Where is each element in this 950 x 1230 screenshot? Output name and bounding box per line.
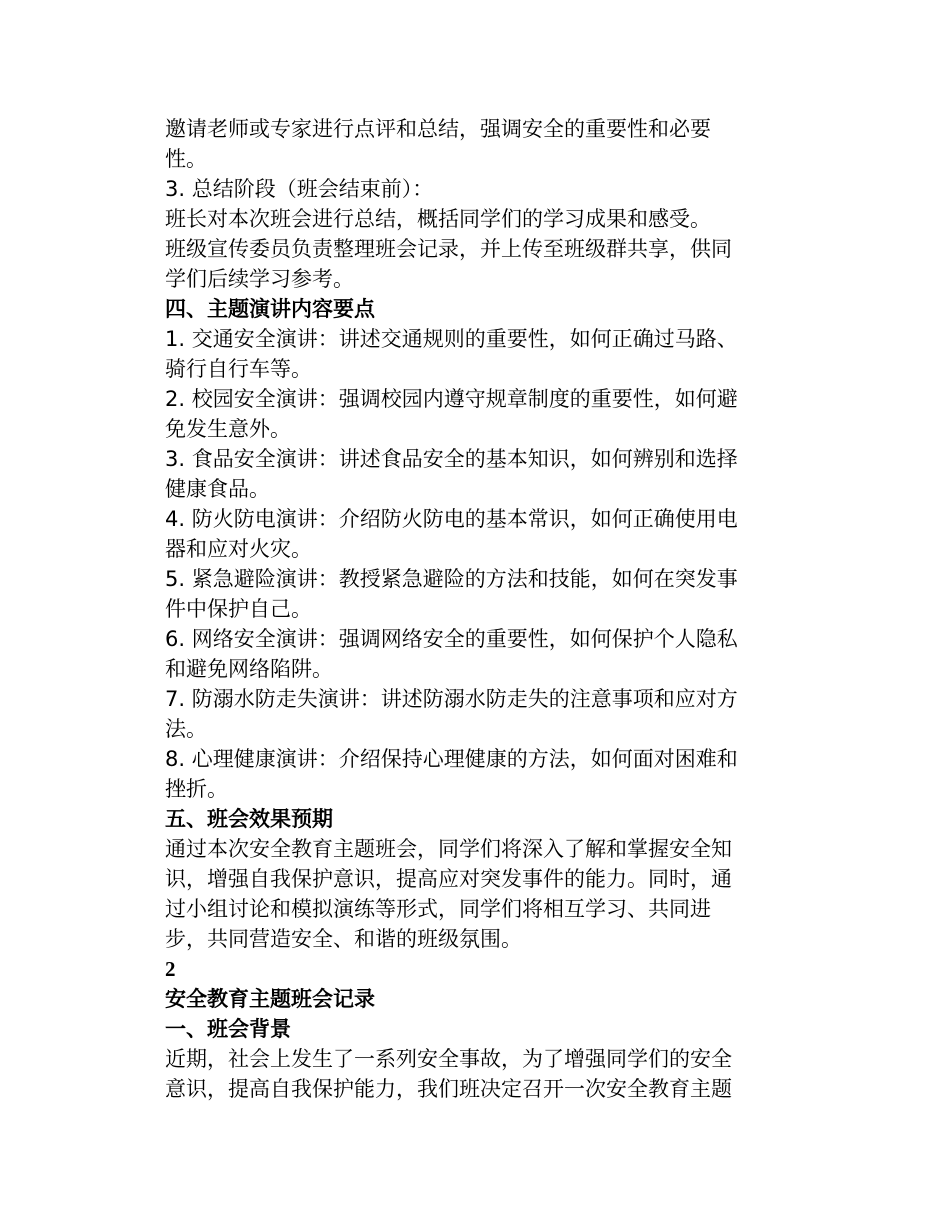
paragraph-line: 5. 紧急避险演讲：教授紧急避险的方法和技能，如何在突发事 xyxy=(165,567,738,591)
paragraph-line: 班级宣传委员负责整理班会记录，并上传至班级群共享，供同 xyxy=(165,237,732,261)
paragraph-line: 和避免网络陷阱。 xyxy=(165,657,333,681)
section-heading: 安全教育主题班会记录 xyxy=(165,987,375,1011)
paragraph-line: 3. 食品安全演讲：讲述食品安全的基本知识，如何辨别和选择 xyxy=(165,447,738,471)
paragraph-line: 1. 交通安全演讲：讲述交通规则的重要性，如何正确过马路、 xyxy=(165,327,738,351)
paragraph-line: 学们后续学习参考。 xyxy=(165,267,354,291)
paragraph-line: 器和应对火灾。 xyxy=(165,537,312,561)
paragraph-line: 8. 心理健康演讲：介绍保持心理健康的方法，如何面对困难和 xyxy=(165,747,738,771)
paragraph-line: 挫折。 xyxy=(165,777,228,801)
section-heading: 一、班会背景 xyxy=(165,1017,291,1041)
paragraph-line: 识，增强自我保护意识，提高应对突发事件的能力。同时，通 xyxy=(165,867,732,891)
page-number-heading: 2 xyxy=(165,957,176,981)
paragraph-line: 3. 总结阶段（班会结束前）： xyxy=(165,177,434,201)
paragraph-line: 6. 网络安全演讲：强调网络安全的重要性，如何保护个人隐私 xyxy=(165,627,738,651)
paragraph-line: 步，共同营造安全、和谐的班级氛围。 xyxy=(165,927,522,951)
paragraph-line: 法。 xyxy=(165,717,207,741)
paragraph-line: 7. 防溺水防走失演讲：讲述防溺水防走失的注意事项和应对方 xyxy=(165,687,738,711)
section-heading: 五、班会效果预期 xyxy=(165,807,333,831)
document-body xyxy=(165,114,775,1104)
paragraph-line: 件中保护自己。 xyxy=(165,597,312,621)
paragraph-line: 性。 xyxy=(165,147,207,171)
section-heading: 四、主题演讲内容要点 xyxy=(165,297,375,321)
paragraph-line: 健康食品。 xyxy=(165,477,270,501)
paragraph-line: 4. 防火防电演讲：介绍防火防电的基本常识，如何正确使用电 xyxy=(165,507,738,531)
paragraph-line: 骑行自行车等。 xyxy=(165,357,312,381)
paragraph-line: 过小组讨论和模拟演练等形式，同学们将相互学习、共同进 xyxy=(165,897,711,921)
paragraph-line: 2. 校园安全演讲：强调校园内遵守规章制度的重要性，如何避 xyxy=(165,387,738,411)
paragraph-line: 近期，社会上发生了一系列安全事故，为了增强同学们的安全 xyxy=(165,1047,732,1071)
paragraph-line: 意识，提高自我保护能力，我们班决定召开一次安全教育主题 xyxy=(165,1077,732,1101)
paragraph-line: 邀请老师或专家进行点评和总结，强调安全的重要性和必要 xyxy=(165,117,711,141)
paragraph-line: 免发生意外。 xyxy=(165,417,291,441)
paragraph-line: 班长对本次班会进行总结，概括同学们的学习成果和感受。 xyxy=(165,207,711,231)
paragraph-line: 通过本次安全教育主题班会，同学们将深入了解和掌握安全知 xyxy=(165,837,732,861)
